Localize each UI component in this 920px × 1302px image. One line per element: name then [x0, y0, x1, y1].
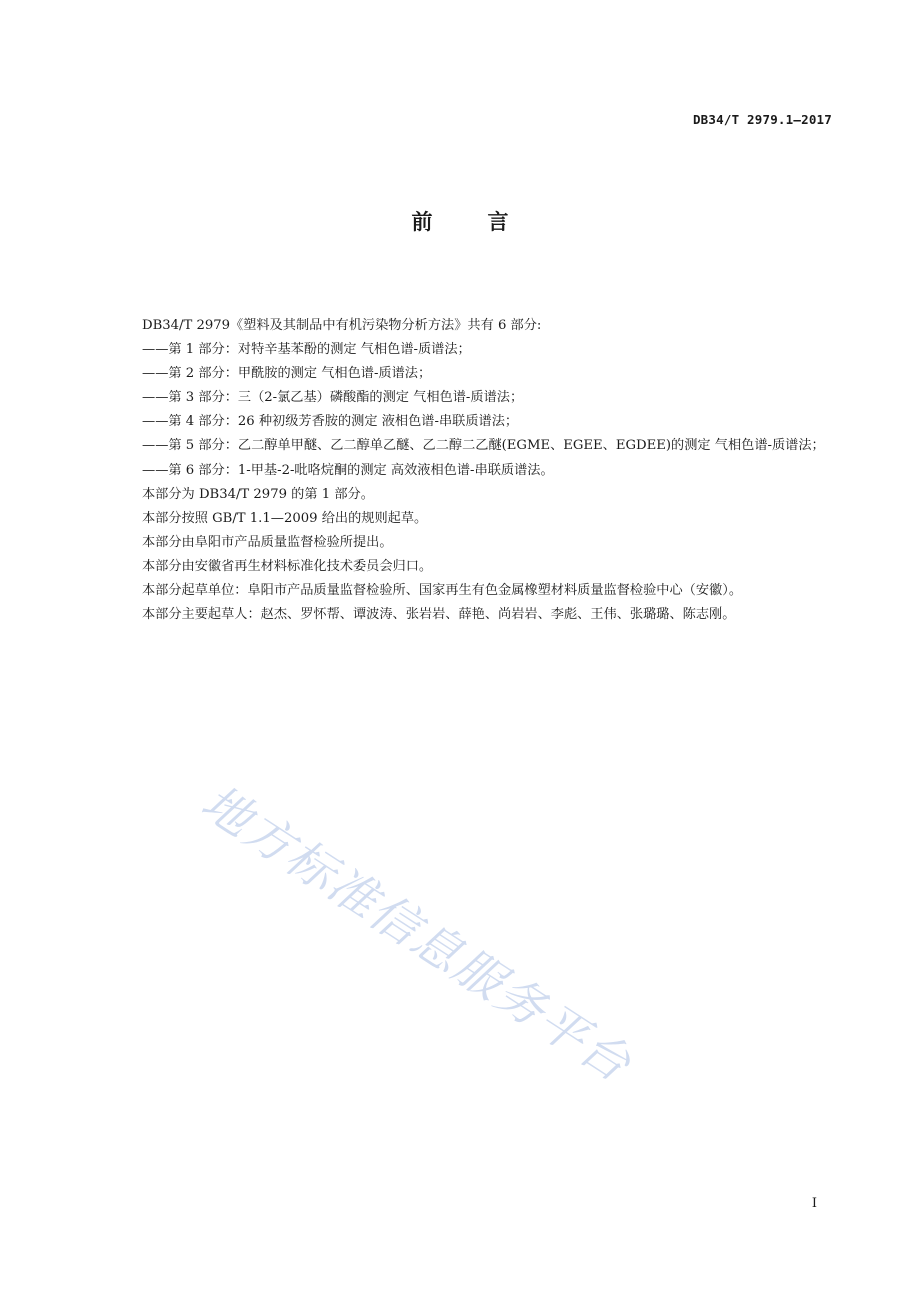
foreword-body	[112, 314, 834, 627]
drafting-rule-paragraph: 本部分按照 GB/T 1.1—2009 给出的规则起草。	[142, 510, 428, 526]
part-list-item: ——第 5 部分：乙二醇单甲醚、乙二醇单乙醚、乙二醇二乙醚(EGME、EGEE、EGDEE)的测定 气相色谱-质谱法；	[142, 438, 825, 454]
part-list-item: ——第 2 部分：甲酰胺的测定 气相色谱-质谱法；	[142, 366, 432, 382]
page-number: I	[811, 1196, 817, 1211]
part-of-paragraph: 本部分为 DB34/T 2979 的第 1 部分。	[142, 486, 374, 502]
managed-by-paragraph: 本部分由安徽省再生材料标准化技术委员会归口。	[142, 558, 433, 574]
proposed-by-paragraph: 本部分由阜阳市产品质量监督检验所提出。	[142, 534, 393, 550]
document-code: DB34/T 2979.1—2017	[692, 112, 832, 127]
intro-paragraph: DB34/T 2979《塑料及其制品中有机污染物分析方法》共有 6 部分:	[142, 318, 542, 333]
drafters-paragraph: 本部分主要起草人：赵杰、罗怀帮、谭波涛、张岩岩、薛艳、尚岩岩、李彪、王伟、张璐璐、陈志刚。	[142, 607, 736, 623]
page-title: 前言	[411, 210, 564, 234]
part-list-item: ——第 6 部分：1-甲基-2-吡咯烷酮的测定 高效液相色谱-串联质谱法。	[142, 462, 554, 478]
part-list-item: ——第 4 部分：26 种初级芳香胺的测定 液相色谱-串联质谱法；	[142, 414, 519, 430]
drafting-units-paragraph: 本部分起草单位：阜阳市产品质量监督检验所、国家再生有色金属橡塑材料质量监督检验中心（安徽）。	[142, 583, 743, 599]
part-list-item: ——第 1 部分：对特辛基苯酚的测定 气相色谱-质谱法；	[142, 342, 471, 358]
part-list-item: ——第 3 部分：三（2-氯乙基）磷酸酯的测定 气相色谱-质谱法；	[142, 390, 524, 406]
watermark: 地方标准信息服务平台	[191, 774, 642, 1094]
